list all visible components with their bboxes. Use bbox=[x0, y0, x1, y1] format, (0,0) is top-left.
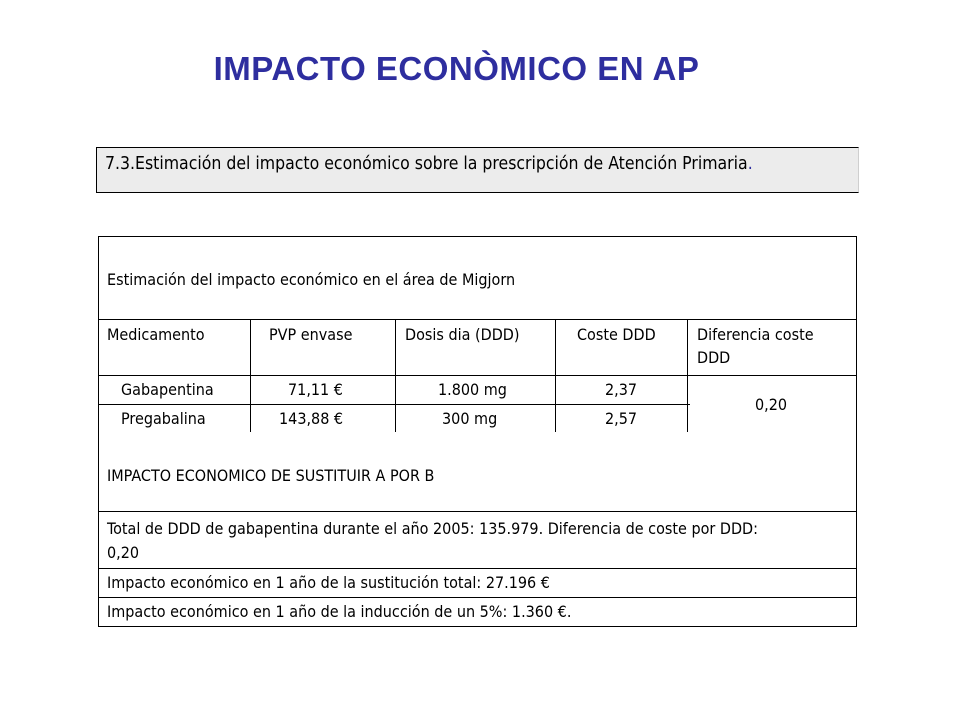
cell-coste: 2,57 bbox=[605, 409, 638, 428]
section-heading-box bbox=[96, 147, 859, 193]
impact-induction: Impacto económico en 1 año de la inducción de un 5%: 1.360 €. bbox=[107, 602, 572, 621]
cell-coste: 2,37 bbox=[605, 380, 638, 399]
slide-title: IMPACTO ECONÒMICO EN AP bbox=[213, 50, 700, 87]
section-heading-period: . bbox=[747, 154, 753, 174]
divider bbox=[99, 568, 856, 569]
estimation-title: Estimación del impacto económico en el área de Migjorn bbox=[107, 270, 516, 289]
cell-medicamento: Gabapentina bbox=[121, 380, 214, 399]
divider bbox=[99, 375, 856, 376]
impact-total-ddd: Total de DDD de gabapentina durante el año 2005: 135.979. Diferencia de coste por DDD: bbox=[107, 519, 758, 538]
divider bbox=[99, 511, 856, 512]
divider bbox=[99, 319, 856, 320]
cell-medicamento: Pregabalina bbox=[121, 409, 206, 428]
column-header-diferencia-ddd: DDD bbox=[697, 348, 731, 367]
cell-dosis: 300 mg bbox=[442, 409, 498, 428]
impact-title: IMPACTO ECONOMICO DE SUSTITUIR A POR B bbox=[107, 466, 435, 485]
divider bbox=[99, 597, 856, 598]
cell-pvp: 143,88 € bbox=[279, 409, 344, 428]
column-divider bbox=[555, 319, 556, 432]
cell-diferencia: 0,20 bbox=[755, 395, 788, 414]
column-divider bbox=[687, 319, 688, 432]
column-divider bbox=[250, 319, 251, 432]
column-header-coste: Coste DDD bbox=[577, 325, 656, 344]
impact-total-ddd-cont: 0,20 bbox=[107, 543, 140, 562]
impact-substitution: Impacto económico en 1 año de la sustitución total: 27.196 € bbox=[107, 573, 550, 592]
column-header-dosis: Dosis dia (DDD) bbox=[405, 325, 520, 344]
column-header-pvp: PVP envase bbox=[269, 325, 353, 344]
column-header-medicamento: Medicamento bbox=[107, 325, 205, 344]
section-heading: 7.3.Estimación del impacto económico sobre la prescripción de Atención Primaria bbox=[105, 154, 748, 174]
estimation-table bbox=[98, 236, 857, 627]
cell-pvp: 71,11 € bbox=[288, 380, 343, 399]
cell-dosis: 1.800 mg bbox=[438, 380, 507, 399]
column-divider bbox=[395, 319, 396, 432]
column-header-diferencia: Diferencia coste bbox=[697, 325, 814, 344]
